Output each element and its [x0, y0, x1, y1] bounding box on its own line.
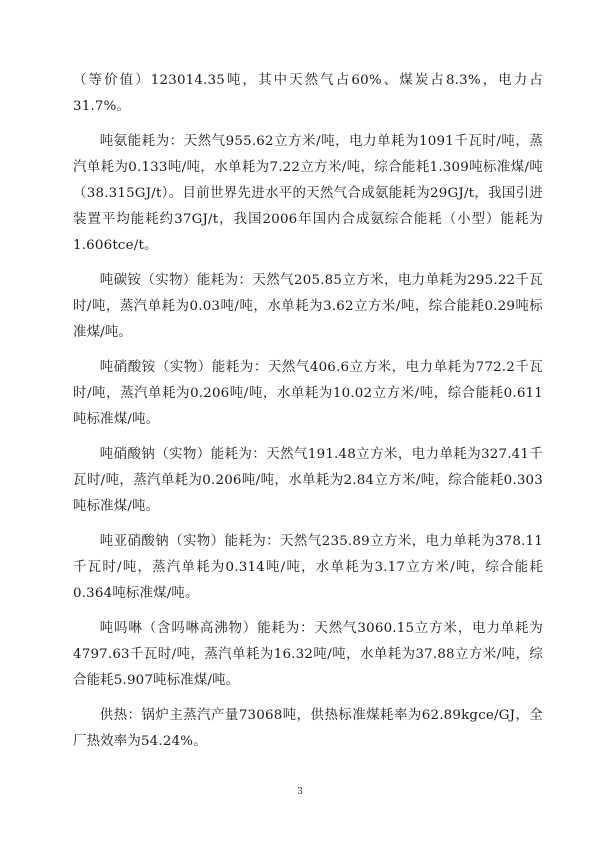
- document-body: [73, 68, 543, 764]
- paragraph-heat-supply: 供热：锅炉主蒸汽产量73068吨，供热标准煤耗率为62.89kgce/GJ，全厂热效率为54.24%。: [73, 708, 543, 749]
- page-number: 3: [297, 787, 303, 797]
- paragraph-ammonium-bicarbonate-energy: 吨碳铵（实物）能耗为：天然气205.85立方米，电力单耗为295.22千瓦时/吨，蒸汽单耗为0.03吨/吨，水单耗为3.62立方米/吨，综合能耗0.29吨标准煤/吨。: [73, 273, 543, 340]
- paragraph-ammonia-energy: 吨氨能耗为：天然气955.62立方米/吨，电力单耗为1091千瓦时/吨，蒸汽单耗为0.133吨/吨，水单耗为7.22立方米/吨，综合能耗1.309吨标准煤/吨（38.315GJ/t）。目前世界先进水平的天然气合成氨能耗为29GJ/t，我国引进装置平均能耗约37GJ/t，我国2006年国内合成氨综合能耗（小型）能耗为1.606tce/t。: [73, 134, 543, 253]
- paragraph-sodium-nitrate-energy: 吨硝酸钠（实物）能耗为：天然气191.48立方米，电力单耗为327.41千瓦时/吨，蒸汽单耗为0.206吨/吨，水单耗为2.84立方米/吨，综合能耗0.303吨标准煤/吨。: [73, 447, 543, 514]
- paragraph-morpholine-energy: 吨吗啉（含吗啉高沸物）能耗为：天然气3060.15立方米，电力单耗为4797.63千瓦时/吨，蒸汽单耗为16.32吨/吨，水单耗为37.88立方米/吨，综合能耗5.907吨标准煤/吨。: [73, 621, 543, 688]
- paragraph-ammonium-nitrate-energy: 吨硝酸铵（实物）能耗为：天然气406.6立方米，电力单耗为772.2千瓦时/吨，蒸汽单耗为0.206吨/吨，水单耗为10.02立方米/吨，综合能耗0.611吨标准煤/吨。: [73, 360, 543, 427]
- paragraph-continuation: （等价值）123014.35吨，其中天然气占60%、煤炭占8.3%，电力占31.7%。: [73, 73, 543, 114]
- paragraph-sodium-nitrite-energy: 吨亚硝酸钠（实物）能耗为：天然气235.89立方米，电力单耗为378.11千瓦时/吨，蒸汽单耗为0.314吨/吨，水单耗为3.17立方米/吨，综合能耗0.364吨标准煤/吨。: [73, 534, 543, 601]
